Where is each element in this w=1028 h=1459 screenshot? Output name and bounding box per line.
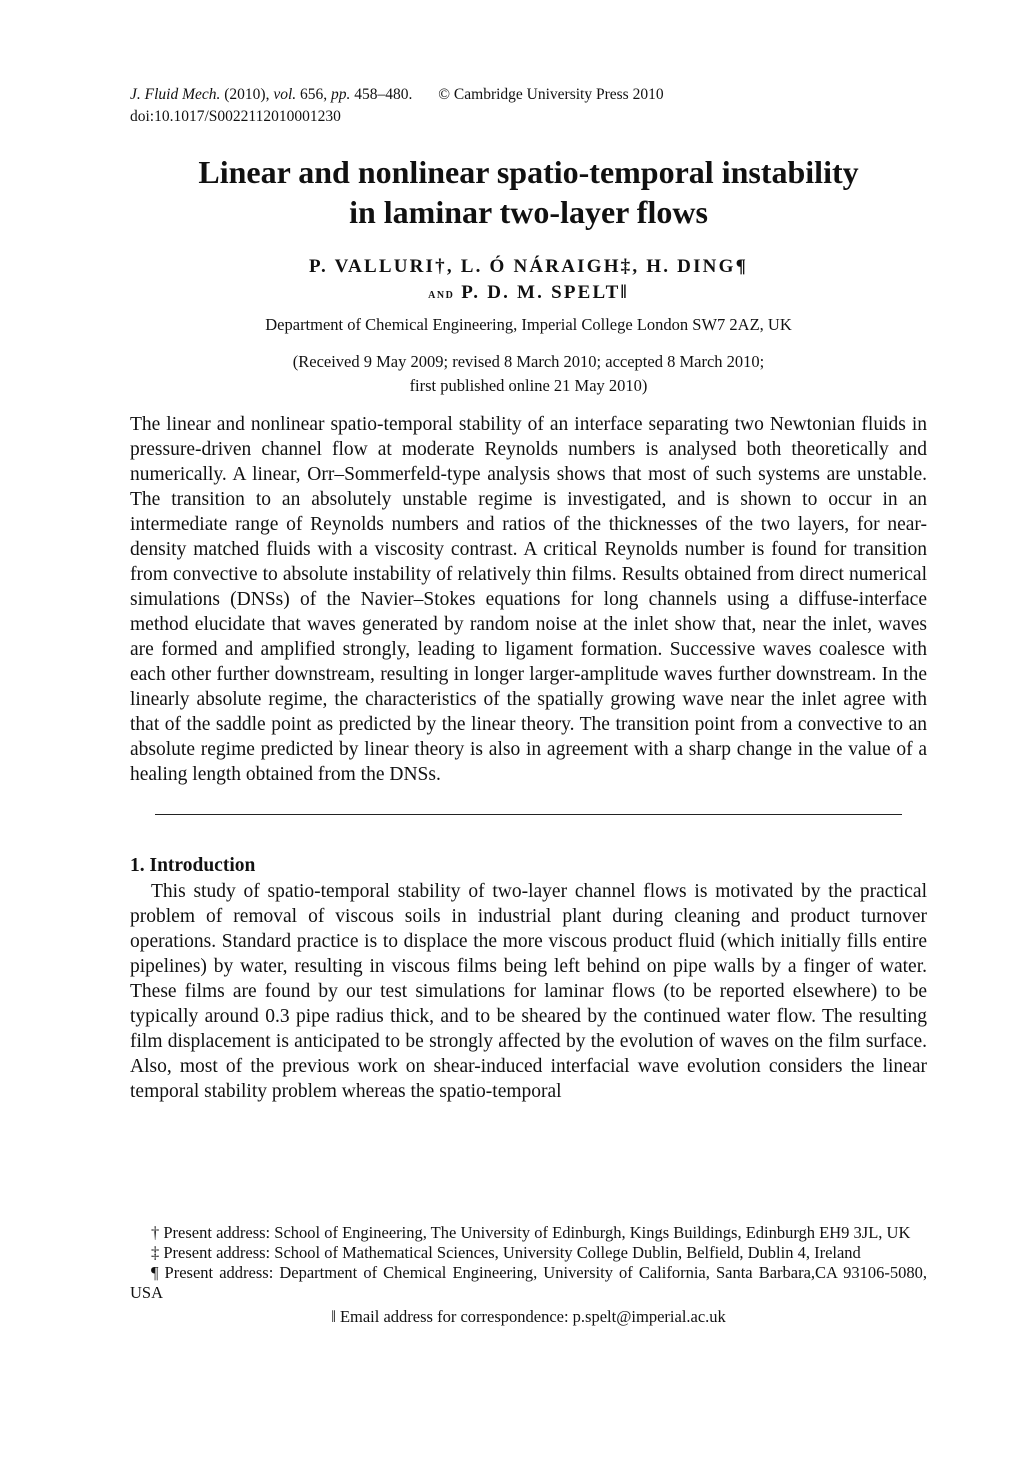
received-dates (130, 350, 927, 398)
section-heading: 1. Introduction (130, 855, 256, 876)
footnote-double-dagger: ‡ Present address: School of Mathematical Sciences, University College Dublin, Belfield, Dublin 4, Ireland (151, 1243, 861, 1262)
copyright-notice: © Cambridge University Press 2010 (438, 86, 664, 103)
title-line-2: in laminar two-layer flows (349, 194, 708, 230)
authors-last: P. D. M. SPELT‖ (461, 282, 629, 303)
journal-citation (130, 84, 927, 106)
authors-line-1: P. VALLURI†, L. Ó NÁRAIGH‡, H. DING¶ (308, 256, 749, 277)
journal-year: (2010), (224, 86, 270, 103)
authors-and: and (428, 287, 455, 302)
abstract: The linear and nonlinear spatio-temporal stability of an interface separating two Newtonian fluids in pressure-driven channel flow at moderate Reynolds numbers is analysed both theoretically and numerically. A linear, Orr–Sommerfeld-type analysis shows that most of such systems are unstable. The transition to an absolutely unstable regime is investigated, and is shown to occur in an intermediate range of Reynolds numbers and ratios of the thicknesses of the two layers, for near-density matched fluids with a viscosity contrast. A critical Reynolds number is found for transition from convective to absolute instability of relatively thin films. Results obtained from direct numerical simulations (DNSs) of the Navier–Stokes equations for long channels using a diffuse-interface method elucidate that waves generated by random noise at the inlet show that, near the inlet, waves are formed and amplified strongly, leading to ligament formation. Successive waves coalesce with each other further downstream, resulting in longer larger-amplitude waves further downstream. In the linearly absolute regime, the characteristics of the spatially growing wave near the inlet agree with that of the saddle point as predicted by the linear theory. The transition point from a convective to an absolute regime predicted by linear theory is also in agreement with a sharp change in the value of a healing length obtained from the DNSs. (130, 414, 927, 785)
paper-title (130, 152, 927, 232)
received-line-2: first published online 21 May 2010) (409, 376, 648, 395)
doi: doi:10.1017/S0022112010001230 (130, 108, 341, 125)
journal-name: J. Fluid Mech. (130, 86, 221, 103)
received-line-1: (Received 9 May 2009; revised 8 March 2010; accepted 8 March 2010; (292, 352, 765, 371)
footnote-pilcrow: ¶ Present address: Department of Chemical Engineering, University of California, Santa Barbara,CA 93106-5080, USA (130, 1263, 927, 1302)
introduction-text: This study of spatio-temporal stability of two-layer channel flows is motivated by the practical problem of removal of viscous soils in industrial plant during cleaning and product turnover operations. Standard practice is to displace the more viscous product fluid (which initially fills entire pipelines) by water, resulting in viscous films being left behind on pipe walls by a finger of water. These films are found by our test simulations for laminar flows (to be reported elsewhere) to be typically around 0.3 pipe radius thick, and to be sheared by the continued water flow. The resulting film displacement is anticipated to be strongly affected by the evolution of waves on the film surface. Also, most of the previous work on shear-induced interfacial wave evolution considers the linear temporal stability problem whereas the spatio-temporal (130, 881, 927, 1102)
abstract-divider (155, 814, 902, 815)
footnote-email: ‖ Email address for correspondence: p.spelt@imperial.ac.uk (331, 1307, 726, 1326)
title-line-1: Linear and nonlinear spatio-temporal instability (198, 154, 859, 190)
paper-page (130, 84, 927, 1104)
footnote-dagger: † Present address: School of Engineering, The University of Edinburgh, Kings Buildings, Edinburgh EH9 3JL, UK (151, 1223, 911, 1242)
author-list (130, 254, 927, 308)
page-range: 458–480. (354, 86, 413, 103)
volume-number: 656, (300, 86, 328, 103)
affiliation: Department of Chemical Engineering, Imperial College London SW7 2AZ, UK (265, 315, 792, 334)
volume-label: vol. (273, 86, 297, 103)
footnotes (130, 1223, 927, 1327)
pages-label: pp. (331, 86, 351, 103)
authors-line-2 (130, 280, 927, 308)
